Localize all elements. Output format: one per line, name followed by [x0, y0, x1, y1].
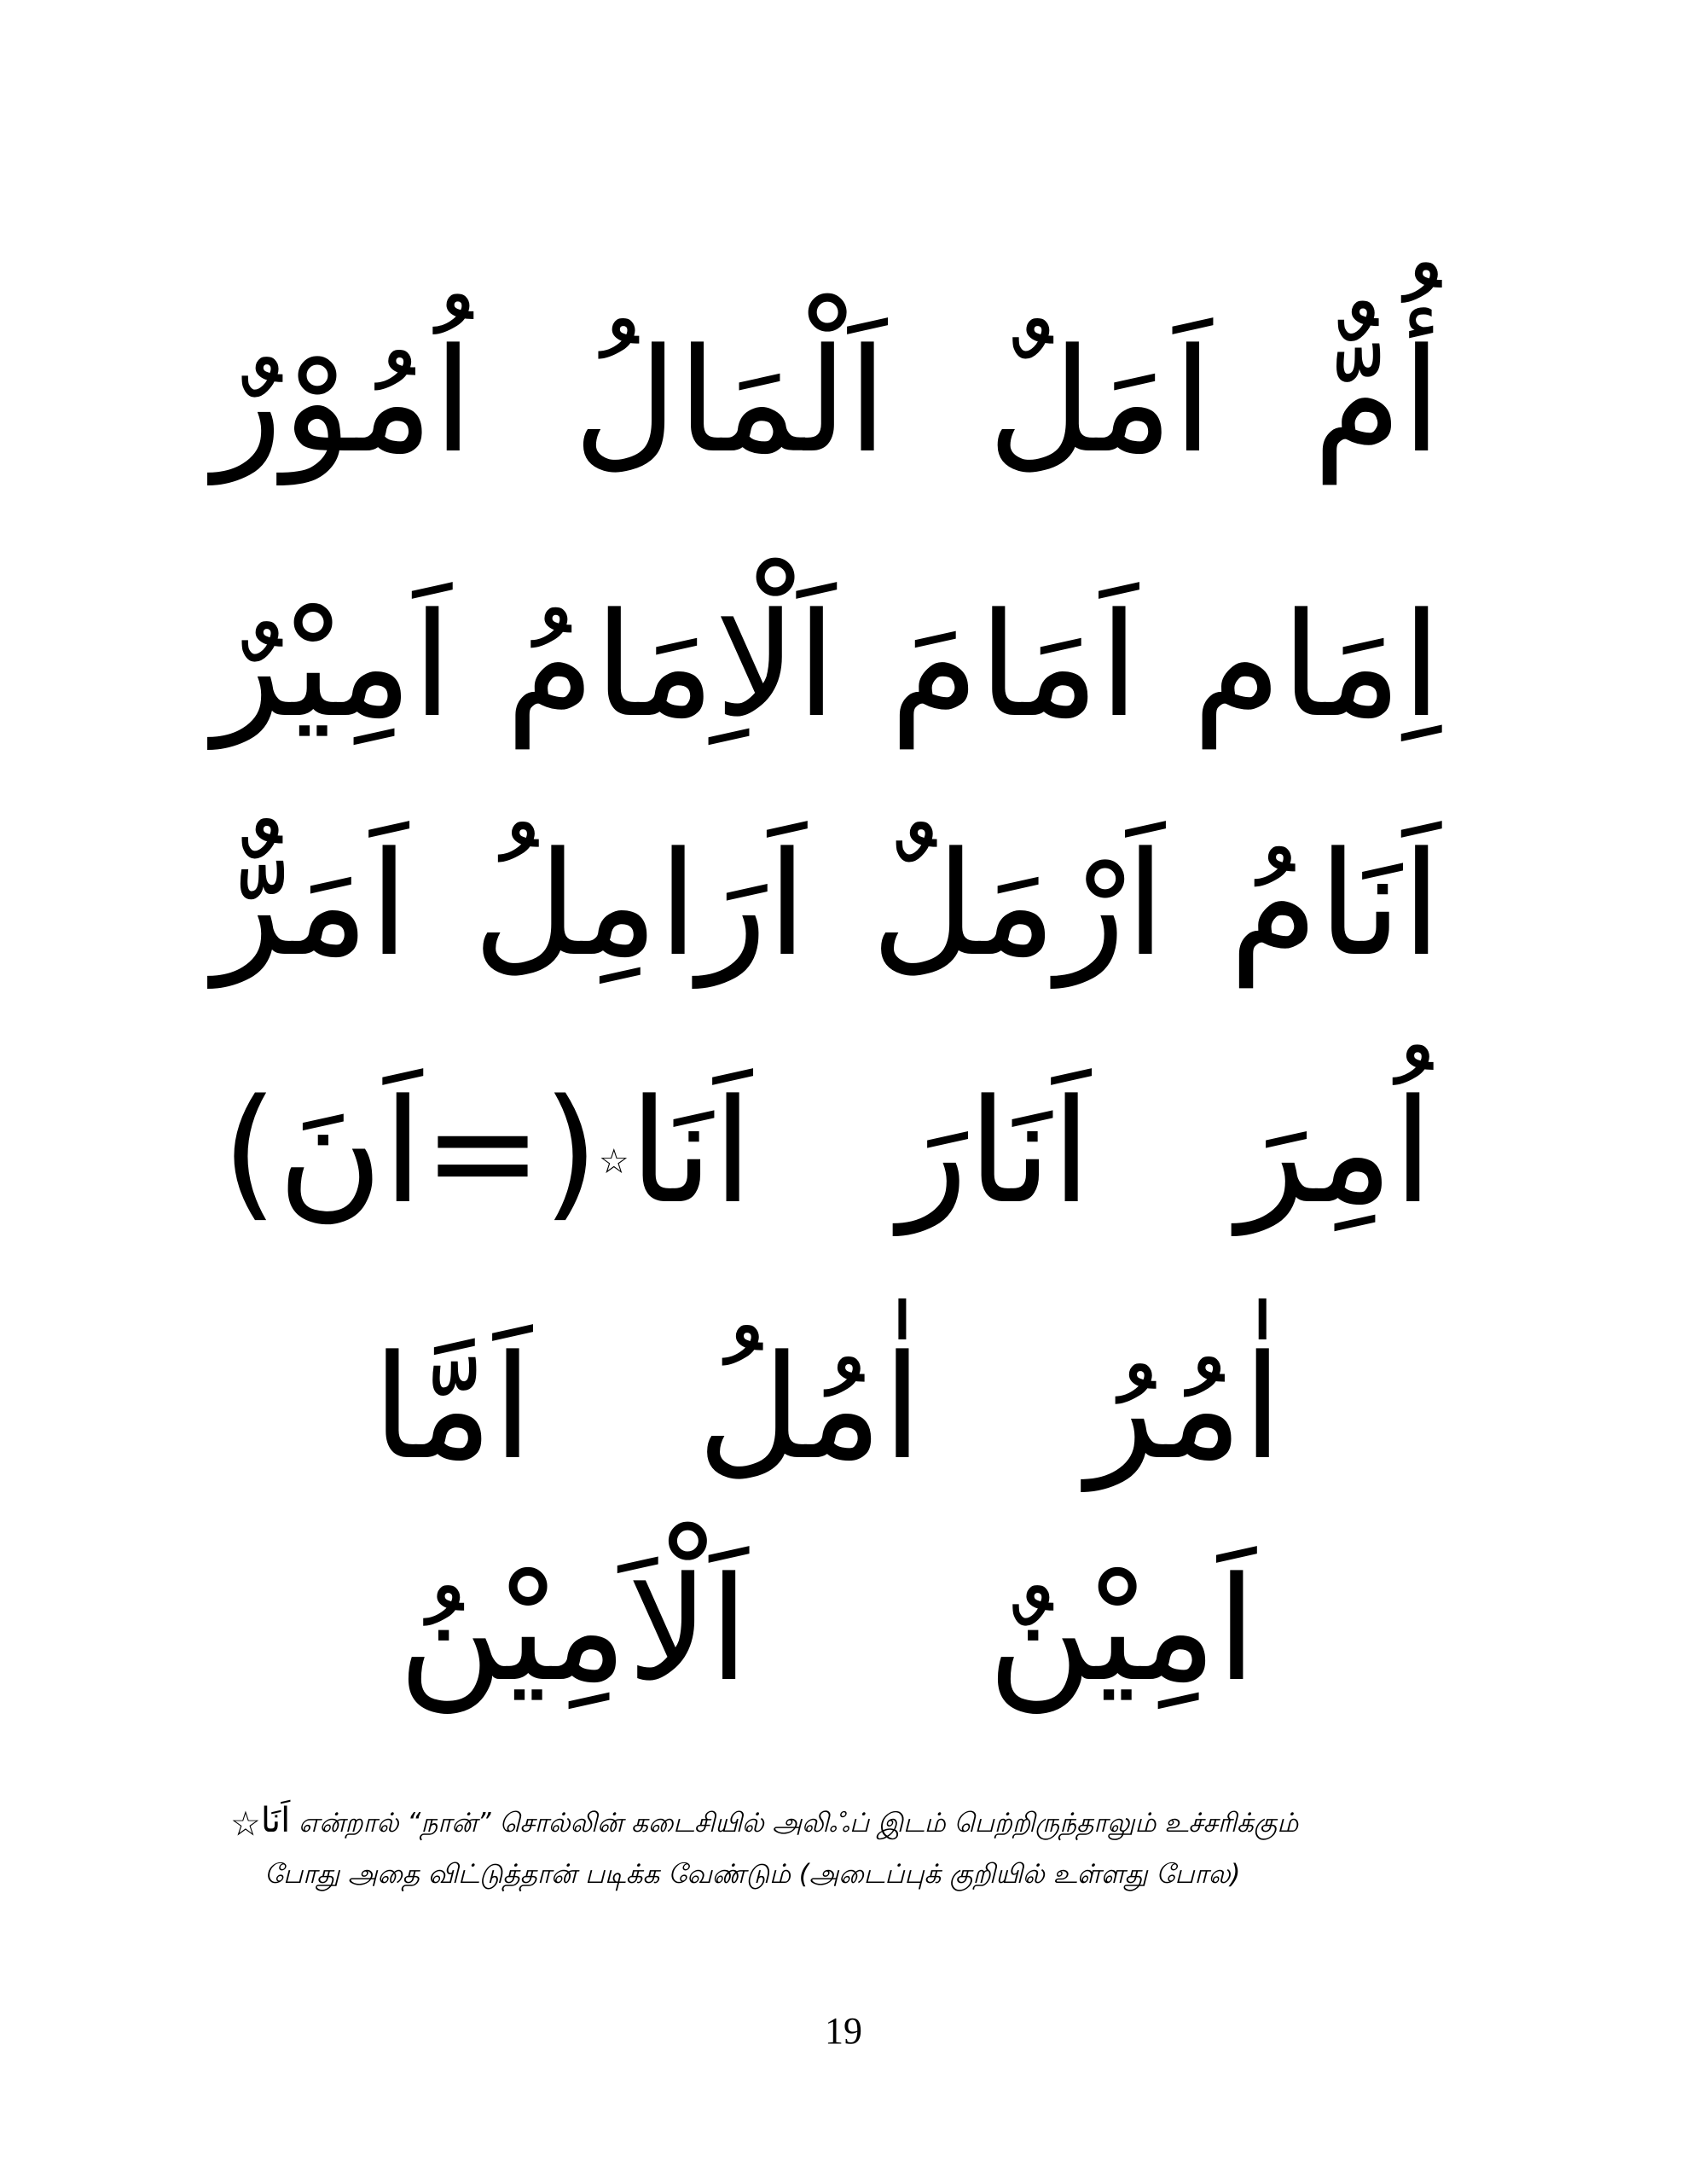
word-row-5: [171, 1314, 1484, 1502]
arabic-word: اَلْاِمَامُ: [505, 582, 837, 749]
footnote-line-1: [230, 1796, 1493, 1850]
page-number: 19: [825, 2010, 862, 2052]
footnote-arabic-word: اَنَا: [260, 1801, 291, 1840]
arabic-word: اَمِيْرٌ: [213, 582, 453, 749]
arabic-word-parenthetical: (=اَنَ): [222, 1068, 599, 1235]
footnote: [230, 1796, 1493, 1899]
star-icon: ☆: [230, 1804, 261, 1844]
arabic-word: اَنَامُ: [1229, 821, 1441, 988]
ana-with-note: [222, 1068, 753, 1235]
arabic-word: اَنَارَ: [898, 1068, 1092, 1235]
arabic-word: اَنَا: [629, 1068, 753, 1235]
arabic-word: اَمَلٌ: [987, 317, 1213, 485]
arabic-word: اَمِيْنٌ: [987, 1546, 1257, 1713]
arabic-word: اَرْمَلٌ: [871, 821, 1166, 988]
arabic-word: اَمَامَ: [890, 582, 1139, 749]
word-row-1: [171, 307, 1484, 495]
arabic-word: اِمَام: [1192, 582, 1441, 749]
arabic-word: اَمَّا: [372, 1324, 533, 1491]
arabic-word: اَمَرٌّ: [213, 821, 409, 988]
star-icon: ☆: [598, 1142, 629, 1182]
arabic-word: اُمِرَ: [1237, 1068, 1433, 1235]
word-row-2: [171, 572, 1484, 759]
arabic-word: اَرَامِلُ: [472, 821, 808, 988]
arabic-word: اُمُوْرٌ: [213, 317, 473, 485]
footnote-text-1: என்றால் “நான்” சொல்லின் கடைசியில் அலிஃப் இடம் பெற்றிருந்தாலும் உச்சரிக்கும்: [299, 1808, 1299, 1838]
arabic-word: اَلْمَالُ: [573, 317, 888, 485]
word-row-3: [171, 810, 1484, 998]
arabic-word: اٰمُلُ: [697, 1324, 923, 1491]
footnote-line-2: போது அதை விட்டுத்தான் படிக்க வேண்டும் (அடைப்புக் குறியில் உள்ளது போல): [264, 1858, 1241, 1890]
word-row-4: [171, 1058, 1484, 1246]
arabic-word: اٰمُرُ: [1087, 1324, 1283, 1491]
arabic-word: أُمٌّ: [1313, 317, 1441, 485]
word-row-6: [171, 1536, 1484, 1723]
arabic-word: اَلْاَمِيْنُ: [397, 1546, 749, 1713]
